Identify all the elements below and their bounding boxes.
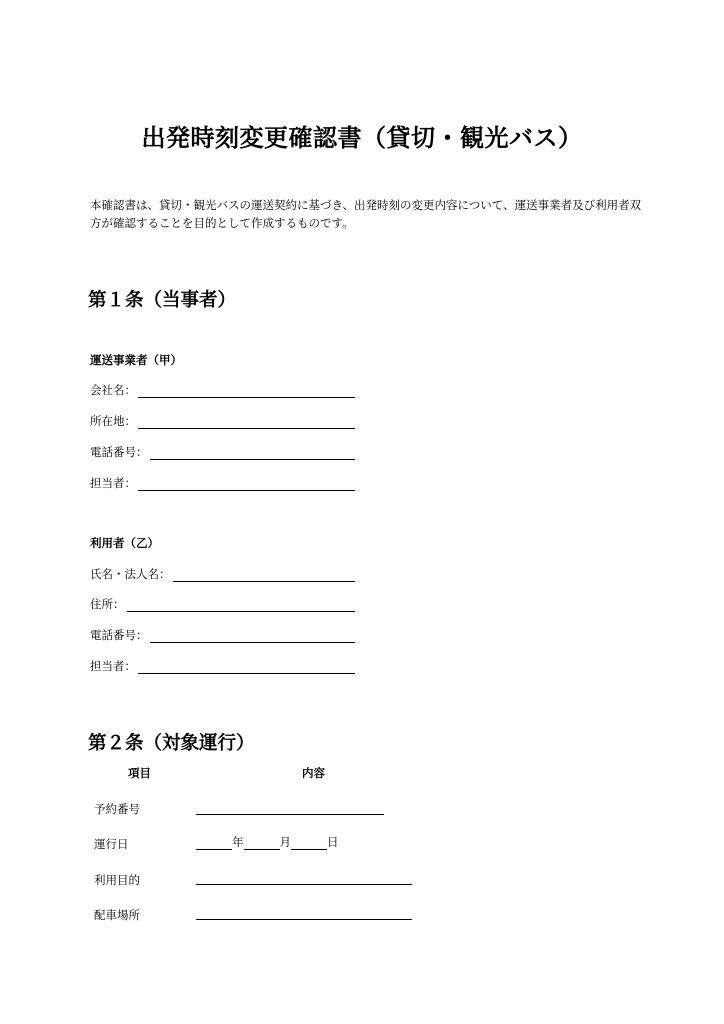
input-line[interactable]	[150, 447, 356, 460]
input-line[interactable]	[138, 385, 355, 398]
article-1-heading: 第１条（当事者）	[88, 290, 237, 311]
input-line[interactable]	[127, 599, 356, 612]
party-a-company-field[interactable]	[90, 380, 355, 398]
article-2-heading: 第２条（対象運行）	[88, 733, 255, 754]
party-b-address-field[interactable]	[90, 594, 355, 612]
party-b-name-field[interactable]	[90, 564, 355, 582]
purpose-input-line[interactable]	[196, 872, 412, 885]
input-line[interactable]	[138, 416, 355, 429]
dispatch-location-input-line[interactable]	[196, 907, 412, 920]
year-input-line[interactable]	[196, 837, 232, 850]
row-label-dispatch-location: 配車場所	[94, 908, 140, 922]
field-label: 担当者：	[90, 659, 136, 673]
operation-date-field[interactable]	[196, 832, 339, 850]
field-label: 会社名：	[90, 383, 136, 397]
party-b-title: 利用者（乙）	[90, 536, 159, 550]
reservation-number-input-line[interactable]	[196, 802, 384, 815]
input-line[interactable]	[150, 630, 356, 643]
party-b-contact-field[interactable]	[90, 656, 355, 674]
field-label: 所在地：	[90, 414, 136, 428]
field-label: 電話番号：	[90, 628, 148, 642]
table-header-content: 内容	[302, 766, 325, 780]
party-a-title: 運送事業者（甲）	[90, 353, 182, 367]
month-unit: 月	[279, 835, 291, 849]
party-a-contact-field[interactable]	[90, 473, 355, 491]
field-label: 氏名・法人名：	[90, 567, 171, 581]
field-label: 電話番号：	[90, 445, 148, 459]
table-header-item: 項目	[128, 766, 151, 780]
month-input-line[interactable]	[244, 837, 280, 850]
row-label-reservation-number: 予約番号	[94, 802, 140, 816]
day-input-line[interactable]	[291, 837, 327, 850]
year-unit: 年	[232, 835, 244, 849]
document-title: 出発時刻変更確認書（貸切・観光バス）	[141, 124, 583, 152]
intro-paragraph: 本確認書は、貸切・観光バスの運送契約に基づき、出発時刻の変更内容について、運送事業者及び利用者双方が確認することを目的として作成するものです。	[90, 198, 642, 230]
input-line[interactable]	[138, 661, 355, 674]
day-unit: 日	[327, 835, 339, 849]
party-a-address-field[interactable]	[90, 411, 355, 429]
input-line[interactable]	[173, 569, 356, 582]
party-a-phone-field[interactable]	[90, 442, 355, 460]
row-label-operation-date: 運行日	[94, 837, 129, 851]
row-label-purpose: 利用目的	[94, 873, 140, 887]
field-label: 担当者：	[90, 476, 136, 490]
input-line[interactable]	[138, 478, 355, 491]
field-label: 住所：	[90, 597, 125, 611]
party-b-phone-field[interactable]	[90, 625, 355, 643]
